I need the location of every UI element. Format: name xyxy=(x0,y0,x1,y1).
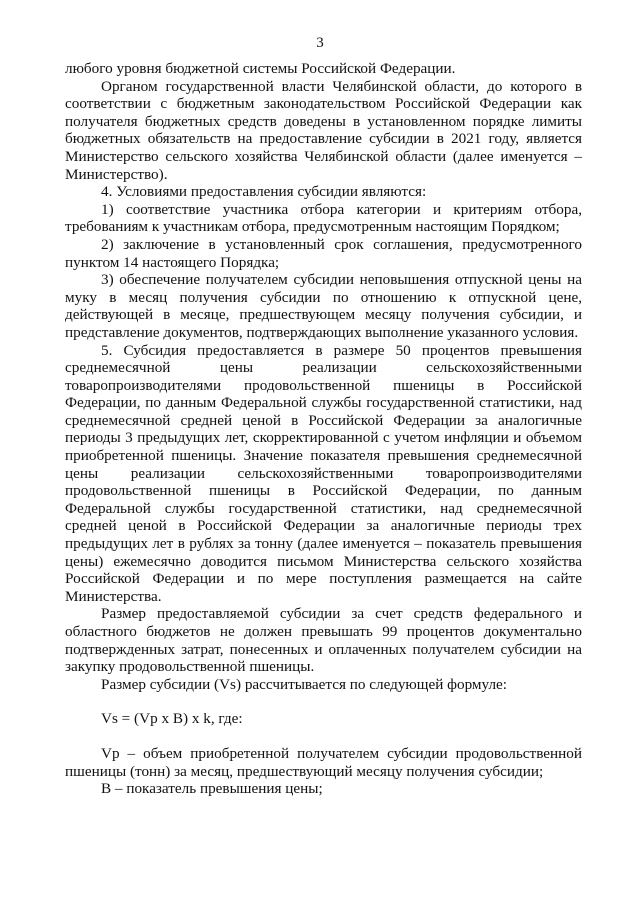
paragraph-conditions-heading: 4. Условиями предоставления субсидии являются: xyxy=(101,183,427,201)
paragraph-formula-intro: Размер субсидии (Vs) рассчитывается по следующей формуле: xyxy=(101,675,508,693)
paragraph-subsidy-limit: Размер предоставляемой субсидии за счет средств федерального и областного бюджетов не должен превышать 99 процентов документально подтвержденных затрат, понесенных и оплаченных получателем субсидии на закупку продовольственной пшеницы. xyxy=(65,605,582,676)
formula: Vs = (Vp x B) x k, где: xyxy=(101,710,243,728)
paragraph-condition-2: 2) заключение в установленный срок соглашения, предусмотренного пунктом 14 настоящего Порядка; xyxy=(65,235,582,271)
paragraph-vp-definition: Vp – объем приобретенной получателем субсидии продовольственной пшеницы (тонн) за месяц, предшествующий месяцу получения субсидии; xyxy=(65,744,582,780)
paragraph-condition-1: 1) соответствие участника отбора категории и критериям отбора, требованиям к участникам отбора, предусмотренным настоящим Порядком; xyxy=(65,200,582,236)
paragraph-state-authority: Органом государственной власти Челябинской области, до которого в соответствии с бюджетным законодательством Российской Федерации как получателя бюджетных средств доведены в установленном порядке лимиты бюджетных обязательств на предоставление субсидии в 2021 году, является Министерство сельского хозяйства Челябинской области (далее именуется – Министерство). xyxy=(65,77,582,183)
page-number: 3 xyxy=(316,35,324,51)
paragraph-budget-system: любого уровня бюджетной системы Российской Федерации. xyxy=(65,60,456,77)
document-body xyxy=(65,60,582,798)
paragraph-b-definition: B – показатель превышения цены; xyxy=(101,780,323,798)
paragraph-condition-3: 3) обеспечение получателем субсидии неповышения отпускной цены на муку в месяц получения субсидии по отношению к отпускной цене, действующей в месяце, предшествующем месяцу получения субсидии, и представление документов, подтверждающих выполнение указанного условия. xyxy=(65,271,582,341)
paragraph-subsidy-amount: 5. Субсидия предоставляется в размере 50 процентов превышения среднемесячной цены реализации сельскохозяйственными товаропроизводителями продовольственной пшеницы в Российской Федерации, по данным Федеральной службы государственной статистики, над среднемесячной средней ценой в Российской Федерации за аналогичные периоды 3 предыдущих лет, скорректированной с учетом инфляции и объемом приобретенной пшеницы. Значение показателя превышения среднемесячной цены реализации сельскохозяйственными товаропроизводителями продовольственной пшеницы в Российской Федерации, по данным Федеральной службы государственной статистики, над среднемесячной средней ценой в Российской Федерации за аналогичные периоды трех предыдущих лет в рублях за тонну (далее именуется – показатель превышения цены) ежемесячно доводится письмом Министерства сельского хозяйства Российской Федерации и по мере поступления размещается на сайте Министерства. xyxy=(65,341,582,605)
